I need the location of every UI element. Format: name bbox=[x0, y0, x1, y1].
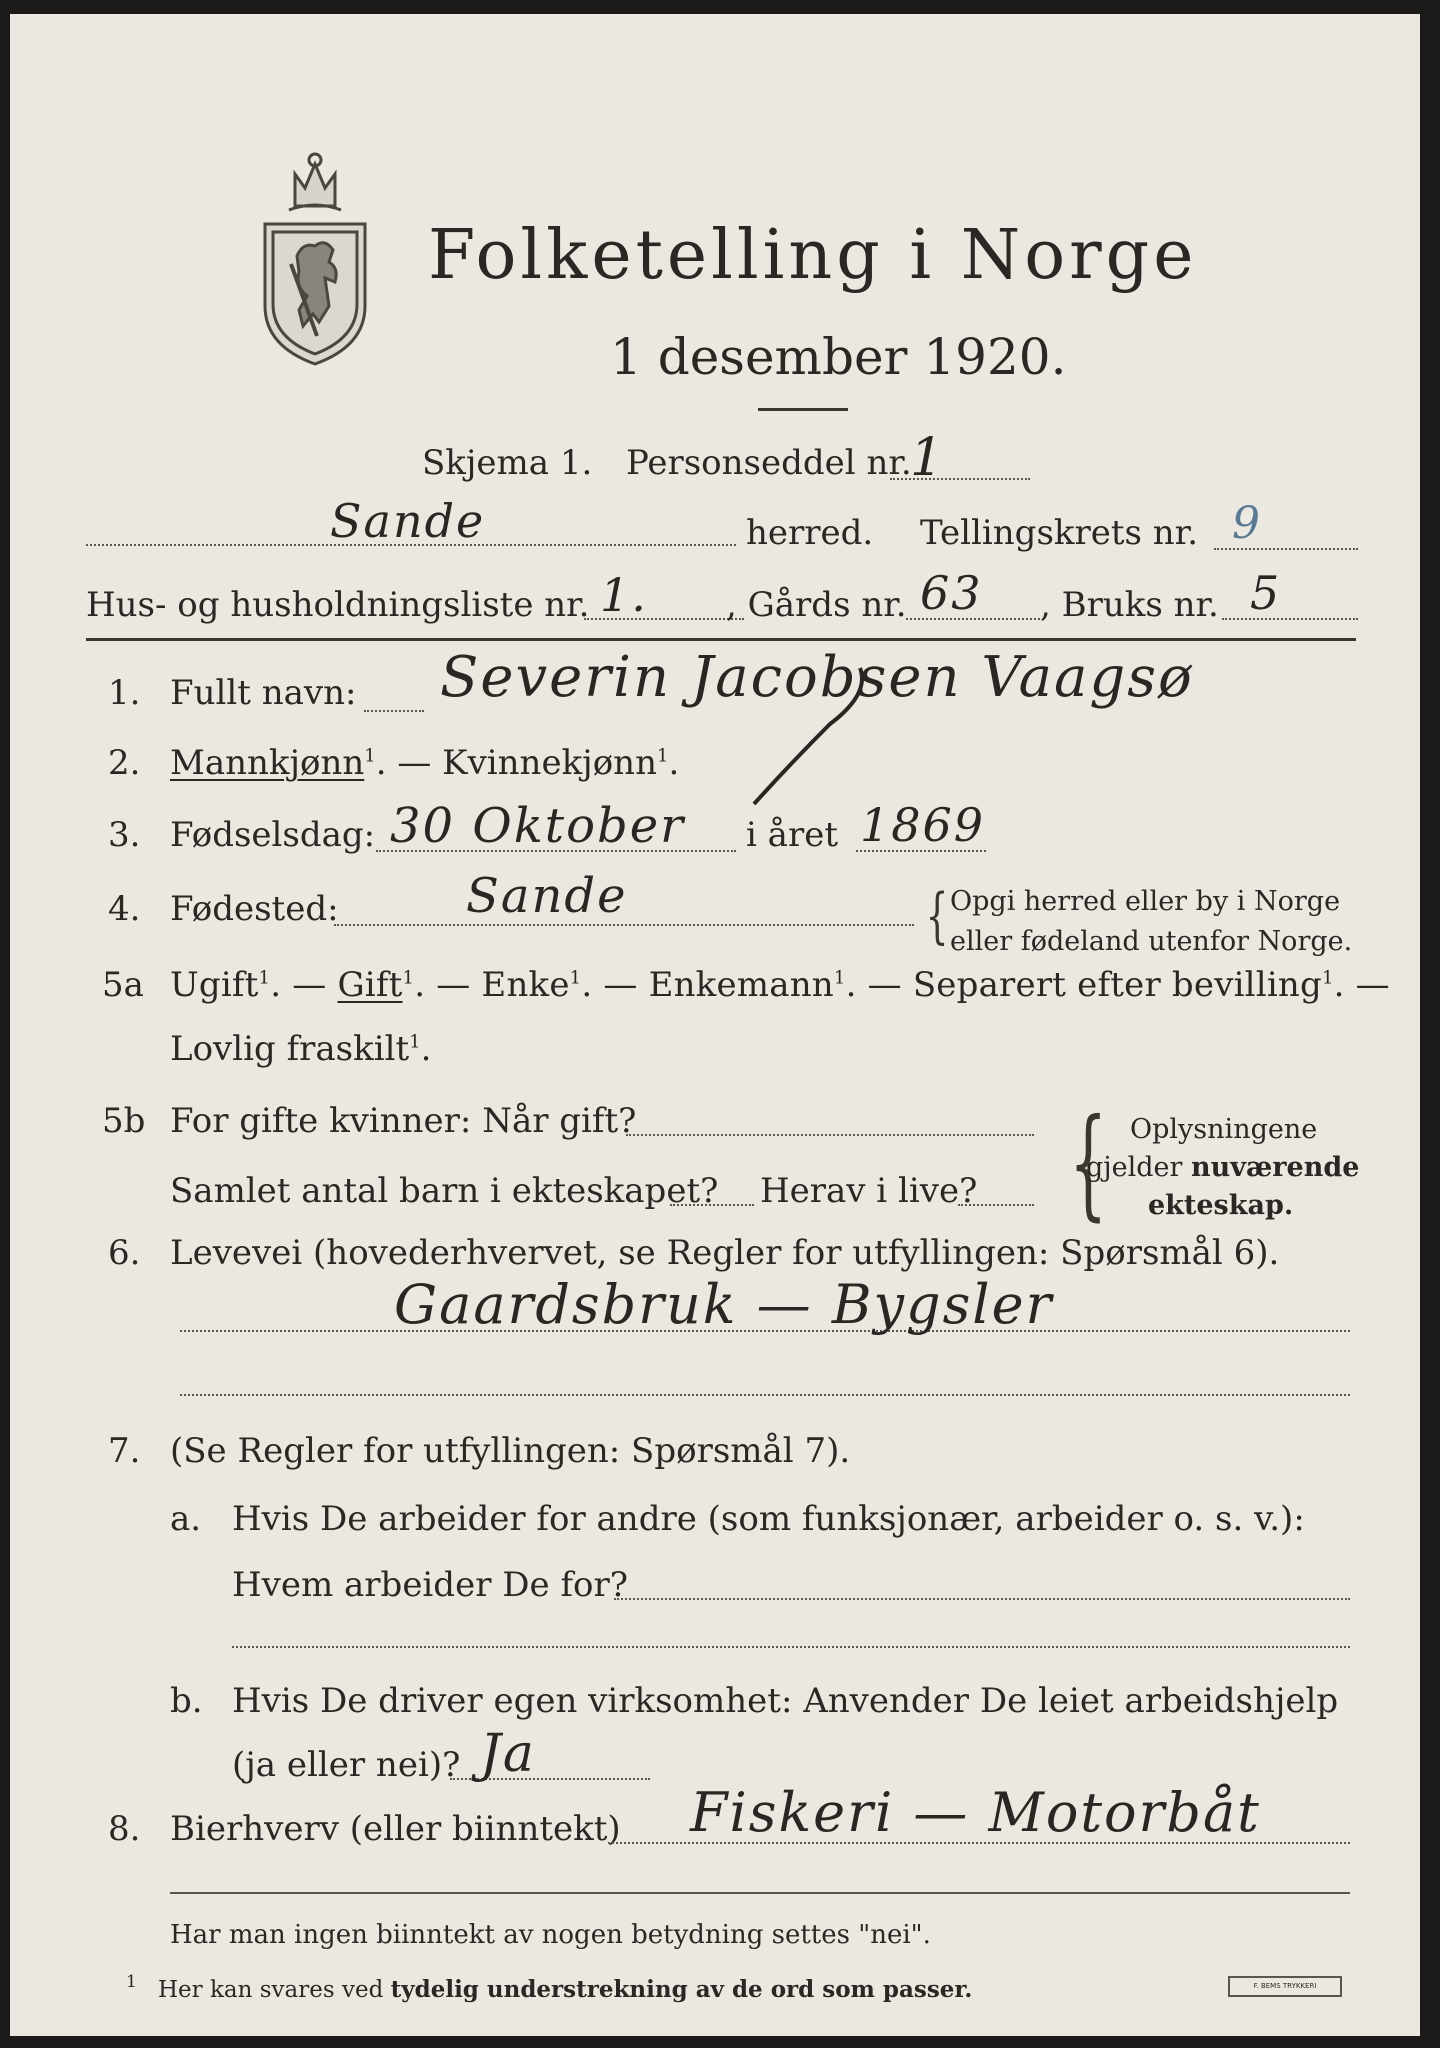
q2-female-option: . — Kvinnekjønn bbox=[375, 743, 657, 783]
tellingskrets-value: 9 bbox=[1232, 498, 1262, 549]
q5a-gift-option: Gift bbox=[337, 965, 403, 1005]
footnote-mark: 1 bbox=[126, 1972, 137, 1992]
q5a-fraskilt-option: Lovlig fraskilt bbox=[170, 1029, 410, 1069]
q6-number: 6. bbox=[108, 1233, 141, 1273]
herred-value: Sande bbox=[330, 494, 486, 548]
norway-coat-of-arms-icon bbox=[255, 146, 375, 368]
schema-label: Skjema 1. bbox=[422, 443, 593, 483]
footnote-text-a: Her kan svares ved bbox=[158, 1977, 391, 2003]
q7-label: (Se Regler for utfyllingen: Spørsmål 7). bbox=[170, 1431, 851, 1471]
q5a-separert-option: Separert efter bevilling bbox=[912, 965, 1322, 1005]
herred-label: herred. bbox=[746, 513, 874, 553]
q7a-line-2 bbox=[232, 1646, 1350, 1648]
q3-day-value: 30 Oktober bbox=[390, 798, 686, 854]
q1-number: 1. bbox=[108, 673, 141, 713]
q5b-label3: Herav i live? bbox=[760, 1171, 978, 1211]
form-title: Folketelling i Norge bbox=[428, 216, 1198, 295]
hus-value: 1. bbox=[600, 568, 648, 622]
footer-note: Har man ingen biinntekt av nogen betydning settes "nei". bbox=[170, 1920, 931, 1950]
q7b-question: (ja eller nei)? bbox=[232, 1745, 461, 1785]
q5b-brace: { bbox=[1069, 1094, 1108, 1233]
q5a-options: Ugift$^1$. — Gift$^1$. — Enke$^1$. — Enkemann$^1$. — Separert efter bevilling$^1$. — bbox=[170, 965, 1390, 1005]
q5a-sup-1: 1 bbox=[258, 967, 271, 989]
q6-value: Gaardsbruk — Bygsler bbox=[394, 1273, 1054, 1336]
q5a-sup-2: 1 bbox=[402, 967, 415, 989]
q7a-question: Hvem arbeider De for? bbox=[232, 1565, 628, 1605]
q4-line bbox=[334, 924, 914, 926]
q2-number: 2. bbox=[108, 743, 141, 783]
q6-label: Levevei (hovederhvervet, se Regler for utfyllingen: Spørsmål 6). bbox=[170, 1233, 1280, 1273]
q7a-letter: a. bbox=[170, 1499, 202, 1539]
census-form-page bbox=[10, 14, 1420, 2036]
q5a-enkemann-option: Enkemann bbox=[648, 965, 834, 1005]
q6-line-2 bbox=[180, 1394, 1350, 1396]
gards-label: , Gårds nr. bbox=[726, 585, 907, 625]
q5b-label1: For gifte kvinner: Når gift? bbox=[170, 1101, 637, 1141]
q8-value: Fiskeri — Motorbåt bbox=[690, 1781, 1261, 1844]
q5a-ugift-option: Ugift bbox=[170, 965, 259, 1005]
q5b-children-line bbox=[670, 1204, 754, 1206]
personseddel-value: 1 bbox=[910, 428, 946, 488]
q5b-note-line1: Oplysningene bbox=[1130, 1114, 1318, 1145]
q2-text bbox=[170, 743, 680, 783]
q2-end: . bbox=[668, 743, 680, 783]
q2-male-option: Mannkjønn bbox=[170, 743, 365, 783]
q5a-sup-4: 1 bbox=[833, 967, 846, 989]
q7-number: 7. bbox=[108, 1431, 141, 1471]
q5a-number: 5a bbox=[102, 965, 144, 1005]
q4-label: Fødested: bbox=[170, 889, 339, 929]
q5b-note-line3: ekteskap. bbox=[1148, 1190, 1294, 1221]
personseddel-label: Personseddel nr. bbox=[626, 443, 912, 483]
footer-divider bbox=[170, 1892, 1350, 1894]
q4-note-line2: eller fødeland utenfor Norge. bbox=[950, 926, 1353, 957]
q4-value: Sande bbox=[466, 868, 628, 924]
q5b-married-line bbox=[626, 1134, 1034, 1136]
title-divider bbox=[758, 408, 848, 411]
bruks-label: , Bruks nr. bbox=[1040, 585, 1219, 625]
q2-sup2: 1 bbox=[656, 745, 669, 767]
printer-stamp: F. BEMS TRYKKERI bbox=[1228, 1976, 1342, 1997]
q3-year-label: i året bbox=[746, 815, 838, 855]
q5a-sup-6: 1 bbox=[409, 1031, 421, 1053]
q4-brace: { bbox=[925, 881, 949, 951]
hus-label: Hus- og husholdningsliste nr. bbox=[86, 585, 590, 625]
q5a-sup-3: 1 bbox=[569, 967, 582, 989]
q5b-alive-line bbox=[958, 1204, 1034, 1206]
q4-note-line1: Opgi herred eller by i Norge bbox=[950, 886, 1341, 917]
q7a-line-1 bbox=[614, 1598, 1350, 1600]
q8-number: 8. bbox=[108, 1809, 141, 1849]
census-date: 1 desember 1920. bbox=[610, 328, 1067, 386]
q7b-text: Hvis De driver egen virksomhet: Anvender De leiet arbeidshjelp bbox=[232, 1681, 1339, 1721]
gards-value: 63 bbox=[920, 566, 983, 620]
q7b-value: Ja bbox=[480, 1724, 536, 1784]
q1-label: Fullt navn: bbox=[170, 673, 357, 713]
q7b-letter: b. bbox=[170, 1681, 203, 1721]
q1-line bbox=[364, 710, 424, 712]
q3-year-value: 1869 bbox=[860, 798, 986, 852]
footnote-text-b: tydelig understrekning av de ord som passer. bbox=[390, 1976, 973, 2003]
pen-stroke-mark bbox=[710, 654, 880, 814]
q5b-note-line2 bbox=[1086, 1154, 1359, 1181]
q5a-options-line2: Lovlig fraskilt$^1$. bbox=[170, 1029, 432, 1069]
q4-number: 4. bbox=[108, 889, 141, 929]
q8-label: Bierhverv (eller biinntekt) bbox=[170, 1809, 621, 1849]
q5b-number: 5b bbox=[102, 1101, 146, 1141]
tellingskrets-label: Tellingskrets nr. bbox=[920, 513, 1199, 553]
q5a-enke-option: Enke bbox=[481, 965, 570, 1005]
q5a-sup-5: 1 bbox=[1321, 967, 1334, 989]
q5b-note-line2b: nuværende bbox=[1191, 1152, 1360, 1183]
q5b-note-line2a: gjelder bbox=[1086, 1152, 1192, 1183]
q3-number: 3. bbox=[108, 815, 141, 855]
q1-value: Severin Jacobsen Vaagsø bbox=[440, 645, 1194, 710]
bruks-value: 5 bbox=[1250, 566, 1282, 620]
footnote-text bbox=[158, 1978, 972, 2002]
bruks-line bbox=[1222, 618, 1358, 620]
q7a-text: Hvis De arbeider for andre (som funksjonær, arbeider o. s. v.): bbox=[232, 1499, 1305, 1539]
q3-label: Fødselsdag: bbox=[170, 815, 376, 855]
q5b-label2: Samlet antal barn i ekteskapet? bbox=[170, 1171, 719, 1211]
q2-sup: 1 bbox=[364, 745, 376, 767]
section-divider bbox=[86, 638, 1356, 641]
